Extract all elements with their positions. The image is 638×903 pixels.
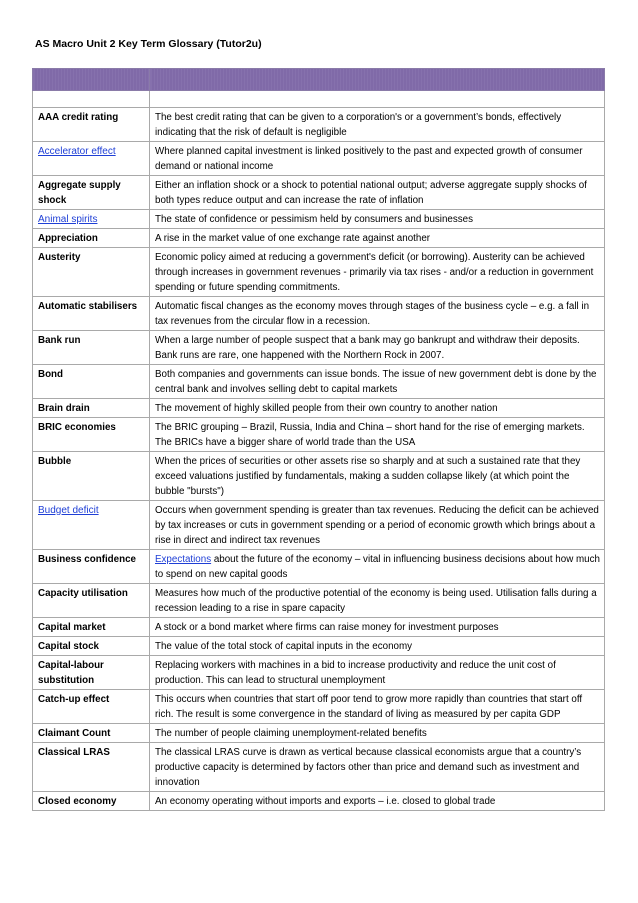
term-cell: Classical LRAS	[33, 743, 150, 792]
term-cell: Catch-up effect	[33, 690, 150, 724]
term-cell: Capital-labour substitution	[33, 656, 150, 690]
term-link[interactable]: Accelerator effect	[38, 145, 116, 157]
definition-cell: Occurs when government spending is greater than tax revenues. Reducing the deficit can be achieved by tax increases or cuts in government spending or a period of economic growth which brings about a rise in direct and indirect tax revenues	[150, 501, 605, 550]
definition-cell: This occurs when countries that start off poor tend to grow more rapidly than countries that start off rich. The result is some convergence in the standard of living as measured by per capita GDP	[150, 690, 605, 724]
table-row	[33, 142, 605, 176]
definition-cell: Measures how much of the productive potential of the economy is being used. Utilisation falls during a recession leading to a rise in spare capacity	[150, 584, 605, 618]
definition-cell: Both companies and governments can issue bonds. The issue of new government debt is done by the central bank and involves selling debt to capital markets	[150, 365, 605, 399]
definition-cell: The value of the total stock of capital inputs in the economy	[150, 637, 605, 656]
table-spacer-row	[33, 91, 605, 108]
definition-cell: Either an inflation shock or a shock to potential national output; adverse aggregate supply shocks of both types reduce output and can increase the rate of inflation	[150, 176, 605, 210]
table-row	[33, 637, 605, 656]
definition-cell: The state of confidence or pessimism held by consumers and businesses	[150, 210, 605, 229]
table-row	[33, 229, 605, 248]
table-row	[33, 297, 605, 331]
table-row	[33, 792, 605, 811]
header-definition-cell	[150, 69, 605, 91]
definition-cell: Replacing workers with machines in a bid to increase productivity and reduce the unit cost of production. This can lead to structural unemployment	[150, 656, 605, 690]
table-row	[33, 618, 605, 637]
table-row	[33, 550, 605, 584]
term-cell: Capital market	[33, 618, 150, 637]
term-cell: Appreciation	[33, 229, 150, 248]
definition-cell: When the prices of securities or other assets rise so sharply and at such a sustained rate that they exceed valuations justified by fundamentals, making a sudden collapse likely (at which point the bubble "bursts")	[150, 452, 605, 501]
term-cell: BRIC economies	[33, 418, 150, 452]
header-term-cell	[33, 69, 150, 91]
definition-cell: The classical LRAS curve is drawn as vertical because classical economists argue that a country’s productive capacity is determined by factors other than price and demand such as investment and innovation	[150, 743, 605, 792]
glossary-table	[32, 68, 605, 811]
term-cell	[33, 210, 150, 229]
table-row	[33, 418, 605, 452]
term-cell: Claimant Count	[33, 724, 150, 743]
term-cell: Automatic stabilisers	[33, 297, 150, 331]
table-row	[33, 176, 605, 210]
term-cell: Bond	[33, 365, 150, 399]
definition-cell: The best credit rating that can be given to a corporation's or a government’s bonds, effectively indicating that the risk of default is negligible	[150, 108, 605, 142]
definition-link[interactable]: Expectations	[155, 553, 212, 565]
table-row	[33, 452, 605, 501]
table-row	[33, 210, 605, 229]
table-row	[33, 743, 605, 792]
definition-cell: Automatic fiscal changes as the economy moves through stages of the business cycle – e.g. a fall in tax revenues from the circular flow in a recession.	[150, 297, 605, 331]
definition-cell	[150, 550, 605, 584]
term-cell: Bubble	[33, 452, 150, 501]
table-row	[33, 690, 605, 724]
term-cell	[33, 501, 150, 550]
term-link[interactable]: Budget deficit	[38, 504, 99, 516]
table-row	[33, 724, 605, 743]
definition-cell: The number of people claiming unemployment-related benefits	[150, 724, 605, 743]
document-title: AS Macro Unit 2 Key Term Glossary (Tutor2u)	[35, 38, 262, 50]
term-cell: Austerity	[33, 248, 150, 297]
term-cell: Bank run	[33, 331, 150, 365]
term-cell: Business confidence	[33, 550, 150, 584]
term-cell: AAA credit rating	[33, 108, 150, 142]
term-cell: Capacity utilisation	[33, 584, 150, 618]
term-cell: Closed economy	[33, 792, 150, 811]
term-link[interactable]: Animal spirits	[38, 213, 98, 225]
definition-cell: Where planned capital investment is linked positively to the past and expected growth of consumer demand or national income	[150, 142, 605, 176]
definition-text: about the future of the economy – vital in influencing business decisions about how much to spend on new capital goods	[155, 553, 600, 580]
term-cell: Brain drain	[33, 399, 150, 418]
table-header-row	[33, 69, 605, 91]
definition-cell: Economic policy aimed at reducing a government's deficit (or borrowing). Austerity can be achieved through increases in government revenues - primarily via tax rises - and/or a reduction in government spending or future spending commitments.	[150, 248, 605, 297]
table-row	[33, 399, 605, 418]
table-row	[33, 248, 605, 297]
definition-cell: When a large number of people suspect that a bank may go bankrupt and withdraw their deposits. Bank runs are rare, one happened with the Northern Rock in 2007.	[150, 331, 605, 365]
definition-cell: A rise in the market value of one exchange rate against another	[150, 229, 605, 248]
table-row	[33, 365, 605, 399]
term-cell	[33, 142, 150, 176]
term-cell: Capital stock	[33, 637, 150, 656]
table-row	[33, 331, 605, 365]
table-row	[33, 108, 605, 142]
definition-cell: A stock or a bond market where firms can raise money for investment purposes	[150, 618, 605, 637]
definition-cell: An economy operating without imports and exports – i.e. closed to global trade	[150, 792, 605, 811]
table-row	[33, 501, 605, 550]
term-cell: Aggregate supply shock	[33, 176, 150, 210]
definition-cell: The movement of highly skilled people from their own country to another nation	[150, 399, 605, 418]
table-row	[33, 656, 605, 690]
definition-cell: The BRIC grouping – Brazil, Russia, India and China – short hand for the rise of emerging markets. The BRICs have a bigger share of world trade than the USA	[150, 418, 605, 452]
table-row	[33, 584, 605, 618]
